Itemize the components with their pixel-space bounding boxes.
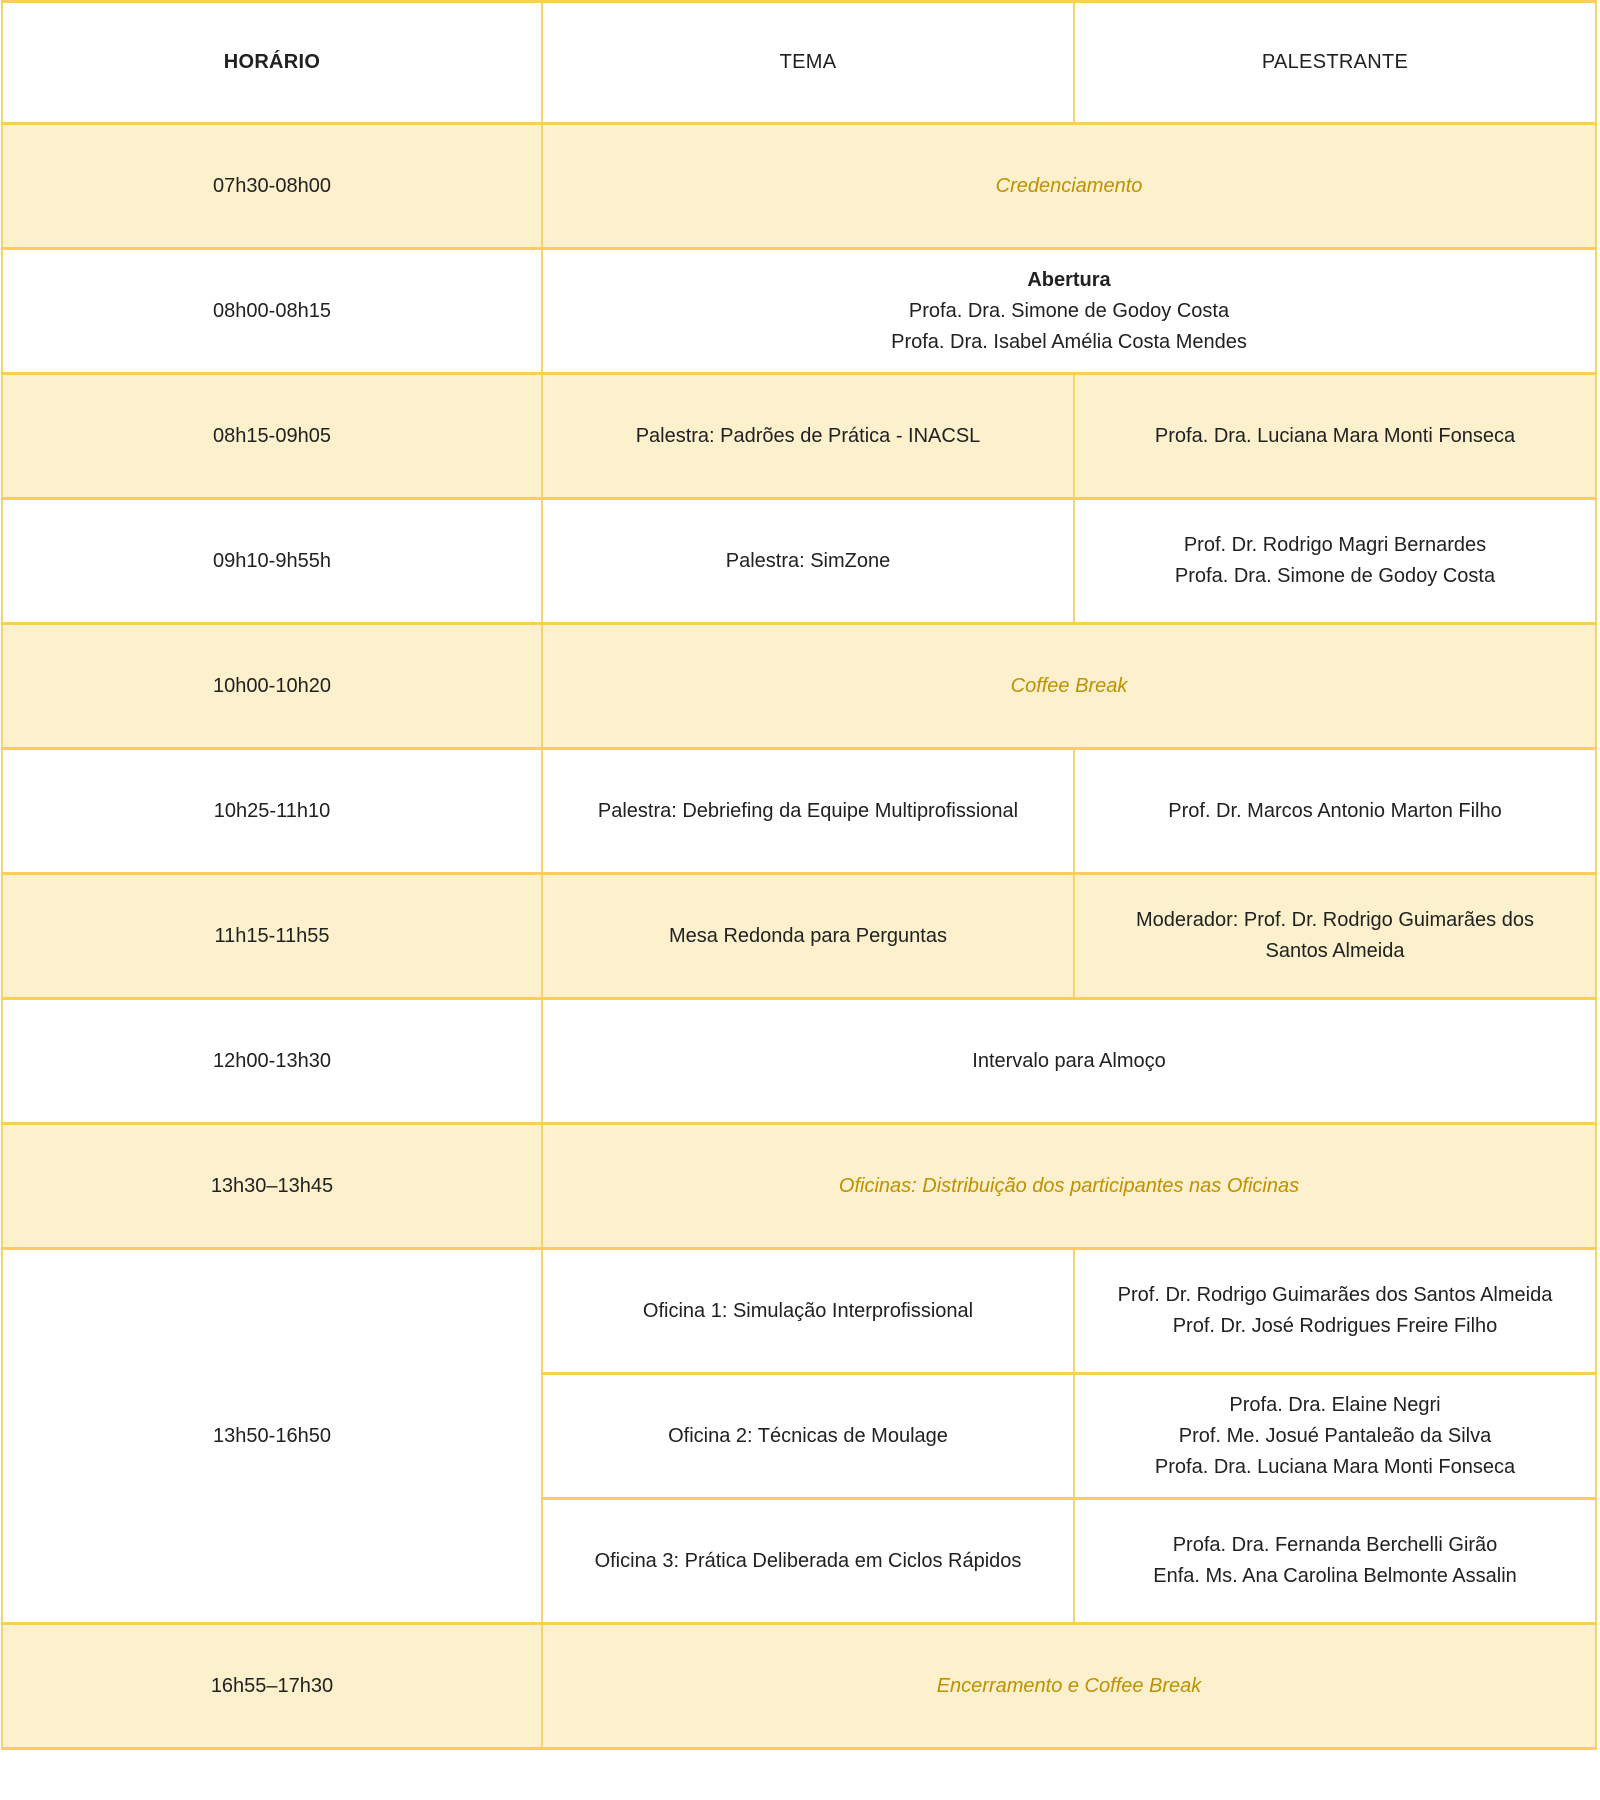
speaker-cell [1074,1249,1596,1374]
time-cell: 09h10-9h55h [2,499,542,624]
theme-cell: Palestra: Debriefing da Equipe Multiprofissional [542,749,1074,874]
event-title: Abertura [1027,268,1111,291]
theme-cell: Oficina 3: Prática Deliberada em Ciclos Rápidos [542,1499,1074,1624]
theme-cell: Mesa Redonda para Perguntas [542,874,1074,999]
event-cell: Intervalo para Almoço [542,999,1596,1124]
speaker-line: Prof. Dr. Rodrigo Guimarães dos Santos Almeida [1117,1284,1553,1306]
speaker-line: Profa. Dra. Simone de Godoy Costa [1174,565,1496,587]
theme-cell: Palestra: SimZone [542,499,1074,624]
speaker-line: Profa. Dra. Isabel Amélia Costa Mendes [891,330,1247,353]
table-row [2,499,1596,624]
event-cell: Credenciamento [542,124,1596,249]
column-header-horario: HORÁRIO [2,2,542,124]
time-cell: 13h50-16h50 [2,1249,542,1624]
time-cell: 10h25-11h10 [2,749,542,874]
column-header-palestrante: PALESTRANTE [1074,2,1596,124]
time-cell: 13h30–13h45 [2,1124,542,1249]
table-row [2,999,1596,1124]
speaker-line: Prof. Dr. Rodrigo Magri Bernardes [1183,534,1487,556]
time-cell: 08h15-09h05 [2,374,542,499]
time-cell: 10h00-10h20 [2,624,542,749]
speaker-cell: Moderador: Prof. Dr. Rodrigo Guimarães dos Santos Almeida [1074,874,1596,999]
speaker-line: Prof. Dr. José Rodrigues Freire Filho [1172,1315,1498,1337]
table-row [2,1124,1596,1249]
table-row [2,249,1596,374]
speaker-line: Profa. Dra. Elaine Negri [1229,1393,1441,1416]
speaker-line: Enfa. Ms. Ana Carolina Belmonte Assalin [1153,1565,1517,1587]
event-cell: Oficinas: Distribuição dos participantes nas Oficinas [542,1124,1596,1249]
speaker-line: Profa. Dra. Luciana Mara Monti Fonseca [1154,1455,1516,1478]
time-cell: 11h15-11h55 [2,874,542,999]
time-cell: 12h00-13h30 [2,999,542,1124]
table-row [2,749,1596,874]
time-cell: 16h55–17h30 [2,1624,542,1749]
event-cell [542,249,1596,374]
time-cell: 07h30-08h00 [2,124,542,249]
time-cell: 08h00-08h15 [2,249,542,374]
theme-cell: Palestra: Padrões de Prática - INACSL [542,374,1074,499]
theme-cell: Oficina 1: Simulação Interprofissional [542,1249,1074,1374]
speaker-cell [1074,1374,1596,1499]
table-header-row [2,2,1596,124]
speaker-cell: Profa. Dra. Luciana Mara Monti Fonseca [1074,374,1596,499]
speaker-line: Prof. Me. Josué Pantaleão da Silva [1178,1424,1492,1447]
speaker-cell [1074,1499,1596,1624]
theme-cell: Oficina 2: Técnicas de Moulage [542,1374,1074,1499]
column-header-tema: TEMA [542,2,1074,124]
table-row [2,624,1596,749]
table-row [2,1624,1596,1749]
schedule-table [1,0,1597,1750]
table-row [2,1249,1596,1374]
speaker-line: Profa. Dra. Fernanda Berchelli Girão [1172,1534,1498,1556]
speaker-cell: Prof. Dr. Marcos Antonio Marton Filho [1074,749,1596,874]
speaker-line: Profa. Dra. Simone de Godoy Costa [908,299,1230,322]
table-row [2,874,1596,999]
speaker-cell [1074,499,1596,624]
event-cell: Coffee Break [542,624,1596,749]
table-row [2,374,1596,499]
event-cell: Encerramento e Coffee Break [542,1624,1596,1749]
table-row [2,124,1596,249]
